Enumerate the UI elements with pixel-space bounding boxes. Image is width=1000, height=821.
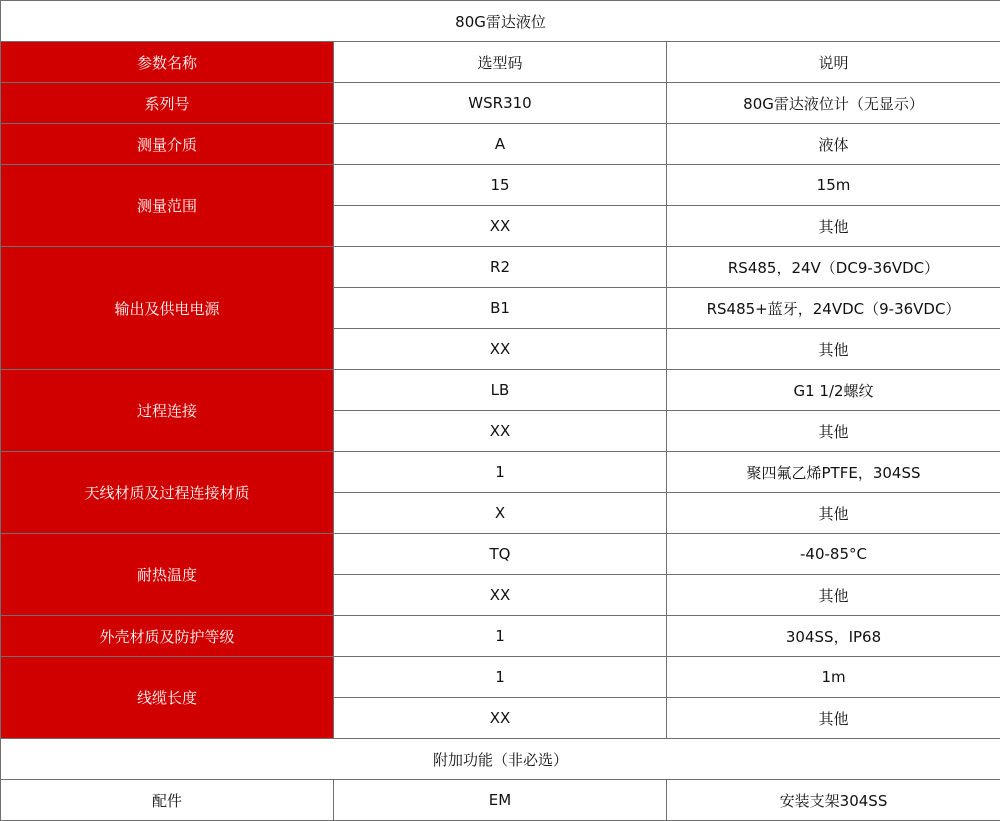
table-row xyxy=(1,657,1000,698)
option-code: TQ xyxy=(334,534,667,575)
option-desc: 80G雷达液位计（无显示） xyxy=(667,83,1000,124)
option-desc: 聚四氟乙烯PTFE，304SS xyxy=(667,452,1000,493)
option-code: XX xyxy=(334,698,667,739)
option-code: 1 xyxy=(334,657,667,698)
param-name: 线缆长度 xyxy=(1,657,334,739)
option-desc: 其他 xyxy=(667,493,1000,534)
header-code: 选型码 xyxy=(334,42,667,83)
option-desc: -40-85°C xyxy=(667,534,1000,575)
title-row xyxy=(1,1,1000,42)
option-code: B1 xyxy=(334,288,667,329)
table-row xyxy=(1,452,1000,493)
option-code: EM xyxy=(334,780,667,821)
param-name: 测量范围 xyxy=(1,165,334,247)
option-desc: 其他 xyxy=(667,206,1000,247)
option-code: A xyxy=(334,124,667,165)
option-code: LB xyxy=(334,370,667,411)
table-row xyxy=(1,780,1000,821)
param-name: 测量介质 xyxy=(1,124,334,165)
option-code: XX xyxy=(334,575,667,616)
option-desc: 液体 xyxy=(667,124,1000,165)
option-code: XX xyxy=(334,411,667,452)
option-desc: G1 1/2螺纹 xyxy=(667,370,1000,411)
table-row xyxy=(1,534,1000,575)
option-code: 1 xyxy=(334,616,667,657)
optional-title: 附加功能（非必选） xyxy=(1,739,1000,780)
option-desc: 安装支架304SS xyxy=(667,780,1000,821)
table-row xyxy=(1,165,1000,206)
option-code: R2 xyxy=(334,247,667,288)
option-code: 15 xyxy=(334,165,667,206)
option-code: X xyxy=(334,493,667,534)
header-desc: 说明 xyxy=(667,42,1000,83)
option-desc: 1m xyxy=(667,657,1000,698)
header-row xyxy=(1,42,1000,83)
spec-table-body xyxy=(1,1,1000,821)
header-param: 参数名称 xyxy=(1,42,334,83)
optional-name: 配件 xyxy=(1,780,334,821)
option-desc: 其他 xyxy=(667,575,1000,616)
optional-title-row xyxy=(1,739,1000,780)
table-row xyxy=(1,247,1000,288)
option-desc: RS485，24V（DC9-36VDC） xyxy=(667,247,1000,288)
param-name: 天线材质及过程连接材质 xyxy=(1,452,334,534)
param-name: 耐热温度 xyxy=(1,534,334,616)
option-code: XX xyxy=(334,329,667,370)
option-desc: 其他 xyxy=(667,698,1000,739)
param-name: 过程连接 xyxy=(1,370,334,452)
table-title: 80G雷达液位 xyxy=(1,1,1000,42)
option-desc: 其他 xyxy=(667,329,1000,370)
table-row xyxy=(1,83,1000,124)
option-code: XX xyxy=(334,206,667,247)
param-name: 输出及供电电源 xyxy=(1,247,334,370)
option-code: WSR310 xyxy=(334,83,667,124)
option-desc: 304SS，IP68 xyxy=(667,616,1000,657)
option-code: 1 xyxy=(334,452,667,493)
option-desc: 15m xyxy=(667,165,1000,206)
param-name: 外壳材质及防护等级 xyxy=(1,616,334,657)
table-row xyxy=(1,124,1000,165)
table-row xyxy=(1,370,1000,411)
option-desc: RS485+蓝牙，24VDC（9-36VDC） xyxy=(667,288,1000,329)
option-desc: 其他 xyxy=(667,411,1000,452)
param-name: 系列号 xyxy=(1,83,334,124)
table-row xyxy=(1,616,1000,657)
